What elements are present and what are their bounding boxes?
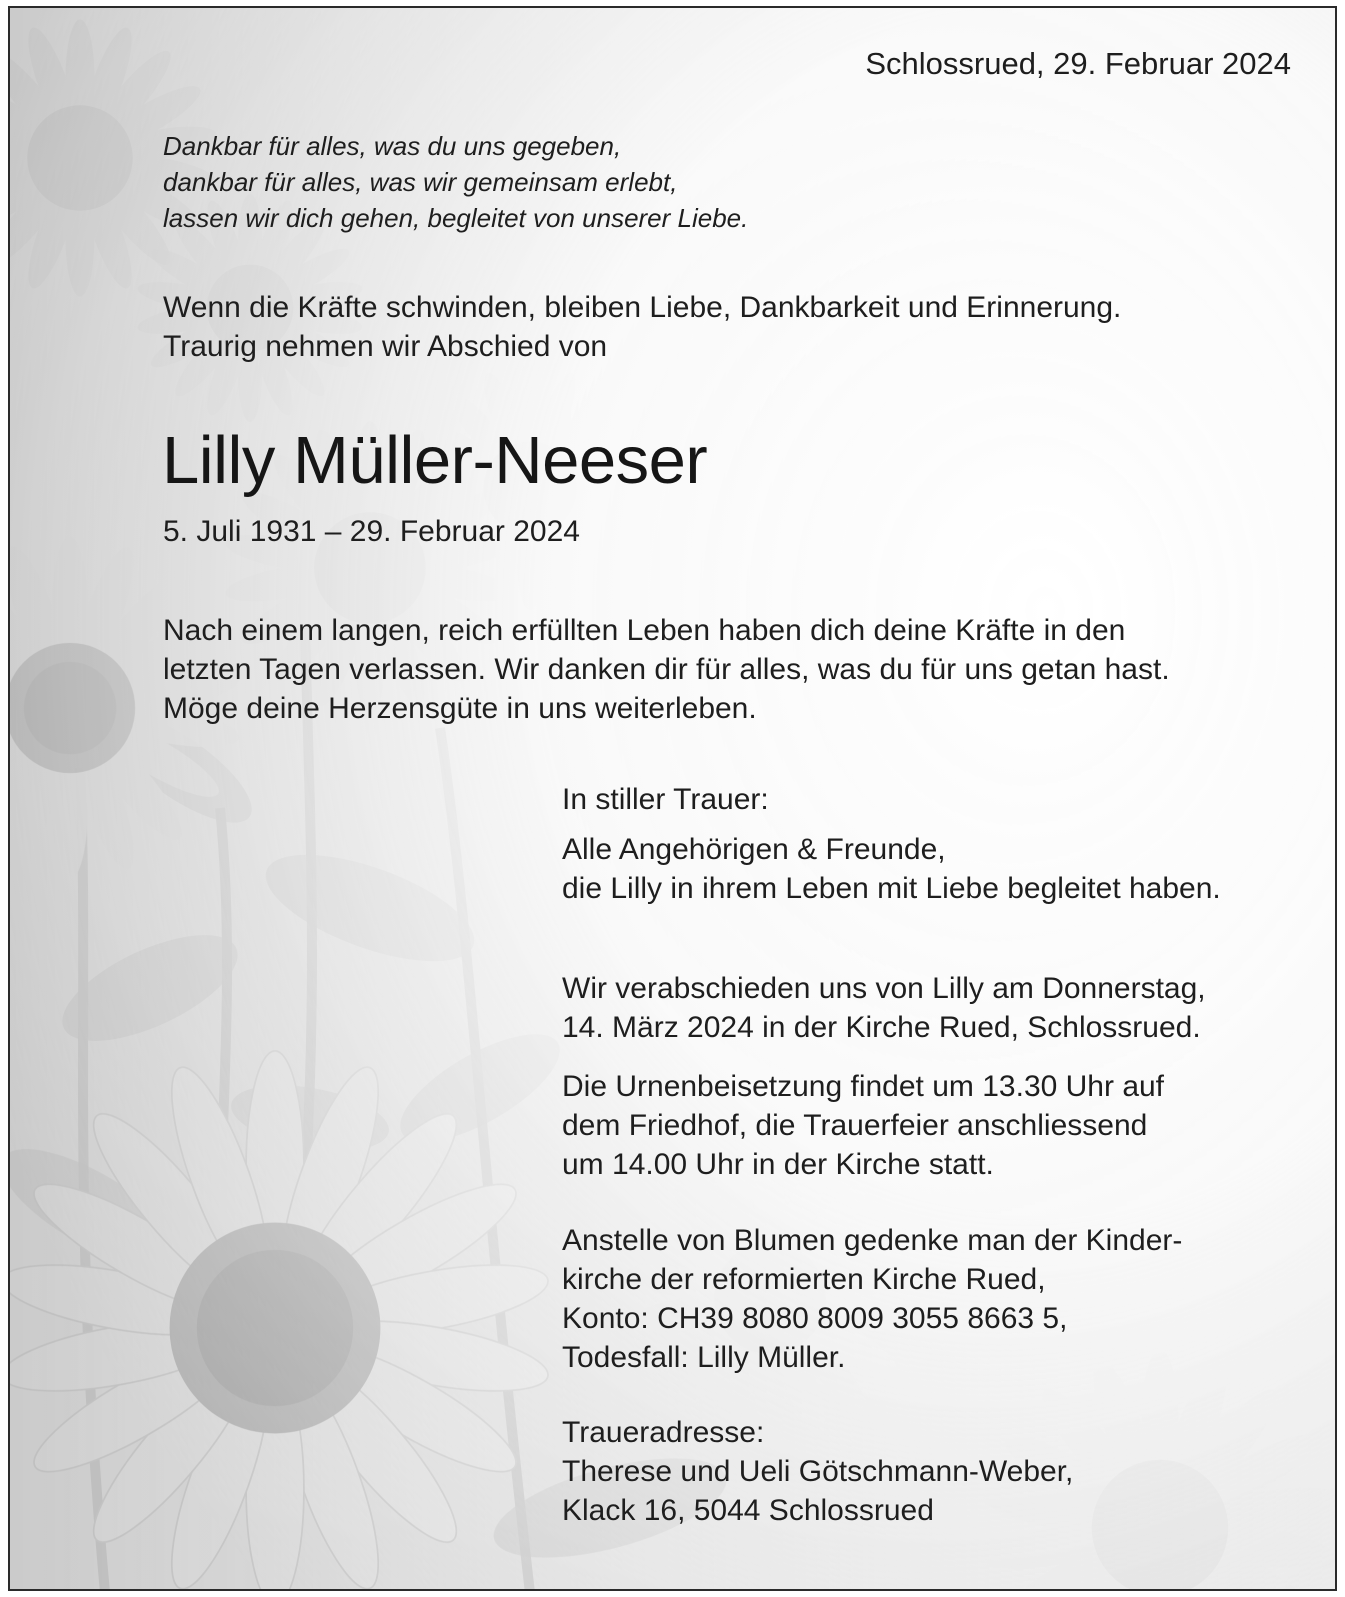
poem-line: Dankbar für alles, was du uns gegeben, [163, 131, 622, 161]
poem-line: dankbar für alles, was wir gemeinsam erlebt, [163, 167, 678, 197]
poem-line: lassen wir dich gehen, begleitet von unserer Liebe. [163, 203, 749, 233]
mourners-line: Alle Angehörigen & Freunde, [562, 833, 946, 866]
obituary-card [8, 6, 1337, 1591]
intro-line: Traurig nehmen wir Abschied von [163, 330, 608, 363]
donation-account: Konto: CH39 8080 8009 3055 8663 5, [562, 1302, 1068, 1335]
deceased-name: Lilly Müller-Neeser [162, 423, 708, 498]
tribute-line: letzten Tagen verlassen. Wir danken dir für alles, was du für uns getan hast. [163, 653, 1170, 686]
poem-verse [163, 128, 748, 236]
tribute-line: Möge deine Herzensgüte in uns weiterleben. [163, 692, 757, 725]
address-heading: Traueradresse: [562, 1416, 765, 1449]
mourners-line: die Lilly in ihrem Leben mit Liebe begleitet haben. [562, 872, 1221, 905]
address-line: Klack 16, 5044 Schlossrued [562, 1494, 934, 1527]
urn-burial-info [562, 1067, 1164, 1184]
tribute-text [163, 611, 1170, 728]
donation-line: Anstelle von Blumen gedenke man der Kinder- [562, 1224, 1183, 1257]
donation-line: Todesfall: Lilly Müller. [562, 1341, 846, 1374]
tribute-line: Nach einem langen, reich erfüllten Leben haben dich deine Kräfte in den [163, 614, 1126, 647]
place-and-date: Schlossrued, 29. Februar 2024 [865, 46, 1291, 81]
donation-info [562, 1221, 1182, 1377]
urn-line: Die Urnenbeisetzung findet um 13.30 Uhr auf [562, 1070, 1165, 1103]
intro-line: Wenn die Kräfte schwinden, bleiben Liebe, Dankbarkeit und Erinnerung. [163, 291, 1122, 324]
mourning-address [562, 1413, 1073, 1530]
life-dates: 5. Juli 1931 – 29. Februar 2024 [163, 515, 580, 548]
intro-text [163, 288, 1121, 366]
mourners-list [562, 830, 1221, 908]
urn-line: dem Friedhof, die Trauerfeier anschliessend [562, 1109, 1148, 1142]
donation-line: kirche der reformierten Kirche Rued, [562, 1263, 1046, 1296]
mourning-heading: In stiller Trauer: [562, 783, 769, 816]
address-line: Therese und Ueli Götschmann-Weber, [562, 1455, 1074, 1488]
service-line: 14. März 2024 in der Kirche Rued, Schlossrued. [562, 1011, 1201, 1044]
service-info [562, 969, 1206, 1047]
urn-line: um 14.00 Uhr in der Kirche statt. [562, 1148, 994, 1181]
service-line: Wir verabschieden uns von Lilly am Donnerstag, [562, 972, 1206, 1005]
